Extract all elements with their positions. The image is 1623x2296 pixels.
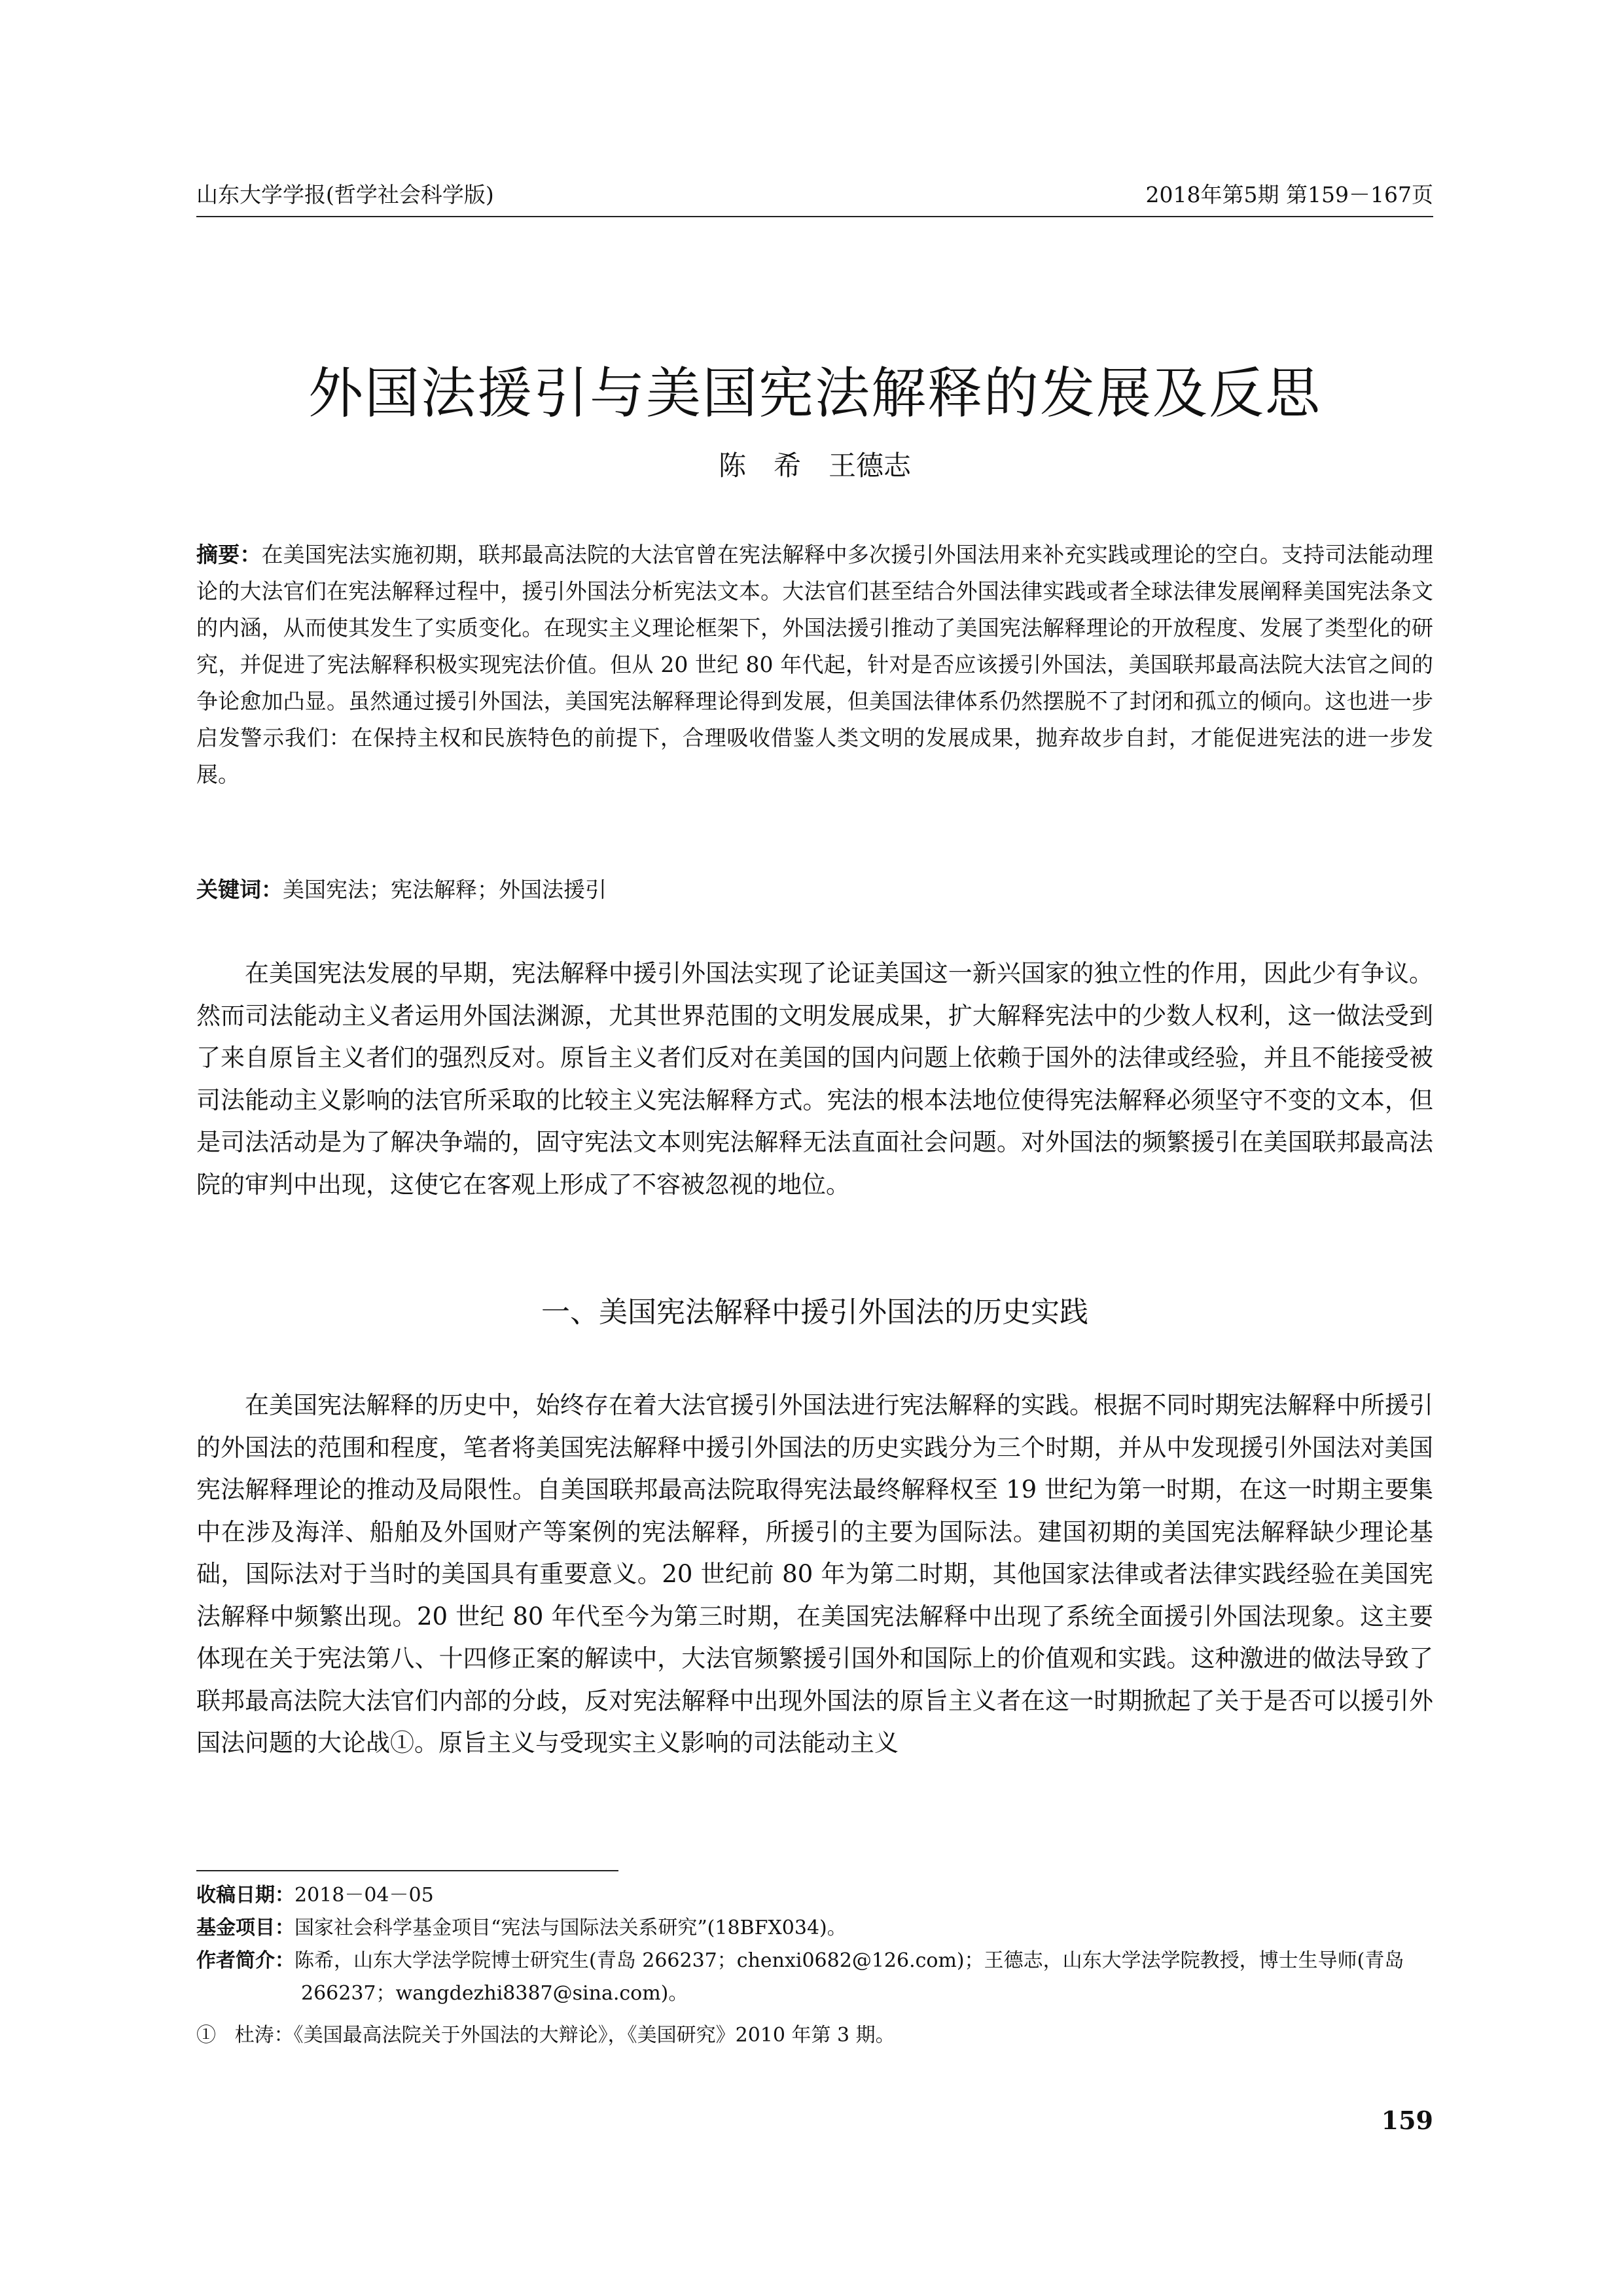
- abstract-label: 摘要：: [196, 542, 262, 567]
- footnote-1: [196, 2019, 1433, 2052]
- keywords: [196, 872, 1433, 908]
- keywords-label: 关键词：: [196, 877, 283, 902]
- author-bio: [196, 1945, 1433, 2010]
- fund-label: 基金项目：: [196, 1916, 294, 1939]
- received-value: 2018－04－05: [294, 1884, 434, 1907]
- fund-project: [196, 1912, 1433, 1945]
- received-date: [196, 1879, 1433, 1912]
- section-paragraph: 在美国宪法解释的历史中，始终存在着大法官援引外国法进行宪法解释的实践。根据不同时期宪法解释中所援引的外国法的范围和程度，笔者将美国宪法解释中援引外国法的历史实践分为三个时期，并从中发现援引外国法对美国宪法解释理论的推动及局限性。自美国联邦最高法院取得宪法最终解释权至 19 世纪为第一时期，在这一时期主要集中在涉及海洋、船舶及外国财产等案例的宪法解释，所援引的主要为国际法。建国初期的美国宪法解释缺少理论基础，国际法对于当时的美国具有重要意义。20 世纪前 80 年为第二时期，其他国家法律或者法律实践经验在美国宪法解释中频繁出现。20 世纪 80 年代至今为第三时期，在美国宪法解释中出现了系统全面援引外国法现象。这主要体现在关于宪法第八、十四修正案的解读中，大法官频繁援引国外和国际上的价值观和实践。这种激进的做法导致了联邦最高法院大法官们内部的分歧，反对宪法解释中出现外国法的原旨主义者在这一时期掀起了关于是否可以援引外国法问题的大论战①。原旨主义与受现实主义影响的司法能动主义: [196, 1391, 1433, 1757]
- article-title: 外国法援引与美国宪法解释的发展及反思: [308, 361, 1321, 426]
- footnote-text: 杜涛：《美国最高法院关于外国法的大辩论》，《美国研究》2010 年第 3 期。: [234, 2024, 895, 2047]
- article-authors: 陈 希 王德志: [718, 450, 911, 482]
- footnotes: [196, 1879, 1433, 2052]
- received-label: 收稿日期：: [196, 1884, 294, 1907]
- footnote-rule: [196, 1870, 618, 1871]
- author-value: 陈希，山东大学法学院博士研究生(青岛 266237；chenxi0682@126.com)；王德志，山东大学法学院教授，博士生导师(青岛 266237；wangdezhi8387@sina.com)。: [294, 1949, 1404, 2005]
- abstract-text: 在美国宪法实施初期，联邦最高法院的大法官曾在宪法解释中多次援引外国法用来补充实践或理论的空白。支持司法能动理论的大法官们在宪法解释过程中，援引外国法分析宪法文本。大法官们甚至结合外国法律实践或者全球法律发展阐释美国宪法条文的内涵，从而使其发生了实质变化。在现实主义理论框架下，外国法援引推动了美国宪法解释理论的开放程度、发展了类型化的研究，并促进了宪法解释积极实现宪法价值。但从 20 世纪 80 年代起，针对是否应该援引外国法，美国联邦最高法院大法官之间的争论愈加凸显。虽然通过援引外国法，美国宪法解释理论得到发展，但美国法律体系仍然摆脱不了封闭和孤立的倾向。这也进一步启发警示我们：在保持主权和民族特色的前提下，合理吸收借鉴人类文明的发展成果，抛弃故步自封，才能促进宪法的进一步发展。: [196, 542, 1434, 787]
- keywords-text: 美国宪法；宪法解释；外国法援引: [283, 877, 607, 902]
- page-number: 159: [1381, 2106, 1433, 2135]
- journal-name: 山东大学学报(哲学社会科学版): [196, 182, 494, 207]
- section-heading: 一、美国宪法解释中援引外国法的历史实践: [541, 1296, 1088, 1329]
- abstract: [196, 537, 1433, 793]
- issue-pages: 2018年第5期 第159－167页: [1145, 182, 1433, 207]
- fund-value: 国家社会科学基金项目“宪法与国际法关系研究”(18BFX034)。: [294, 1916, 847, 1939]
- footnote-marker: ①: [196, 2024, 216, 2047]
- intro-paragraph: 在美国宪法发展的早期，宪法解释中援引外国法实现了论证美国这一新兴国家的独立性的作用，因此少有争议。然而司法能动主义者运用外国法渊源，尤其世界范围的文明发展成果，扩大解释宪法中的少数人权利，这一做法受到了来自原旨主义者们的强烈反对。原旨主义者们反对在美国的国内问题上依赖于国外的法律或经验，并且不能接受被司法能动主义影响的法官所采取的比较主义宪法解释方式。宪法的根本法地位使得宪法解释必须坚守不变的文本，但是司法活动是为了解决争端的，固守宪法文本则宪法解释无法直面社会问题。对外国法的频繁援引在美国联邦最高法院的审判中出现，这使它在客观上形成了不容被忽视的地位。: [196, 959, 1433, 1199]
- author-label: 作者简介：: [196, 1949, 294, 1972]
- header-rule: [196, 216, 1433, 217]
